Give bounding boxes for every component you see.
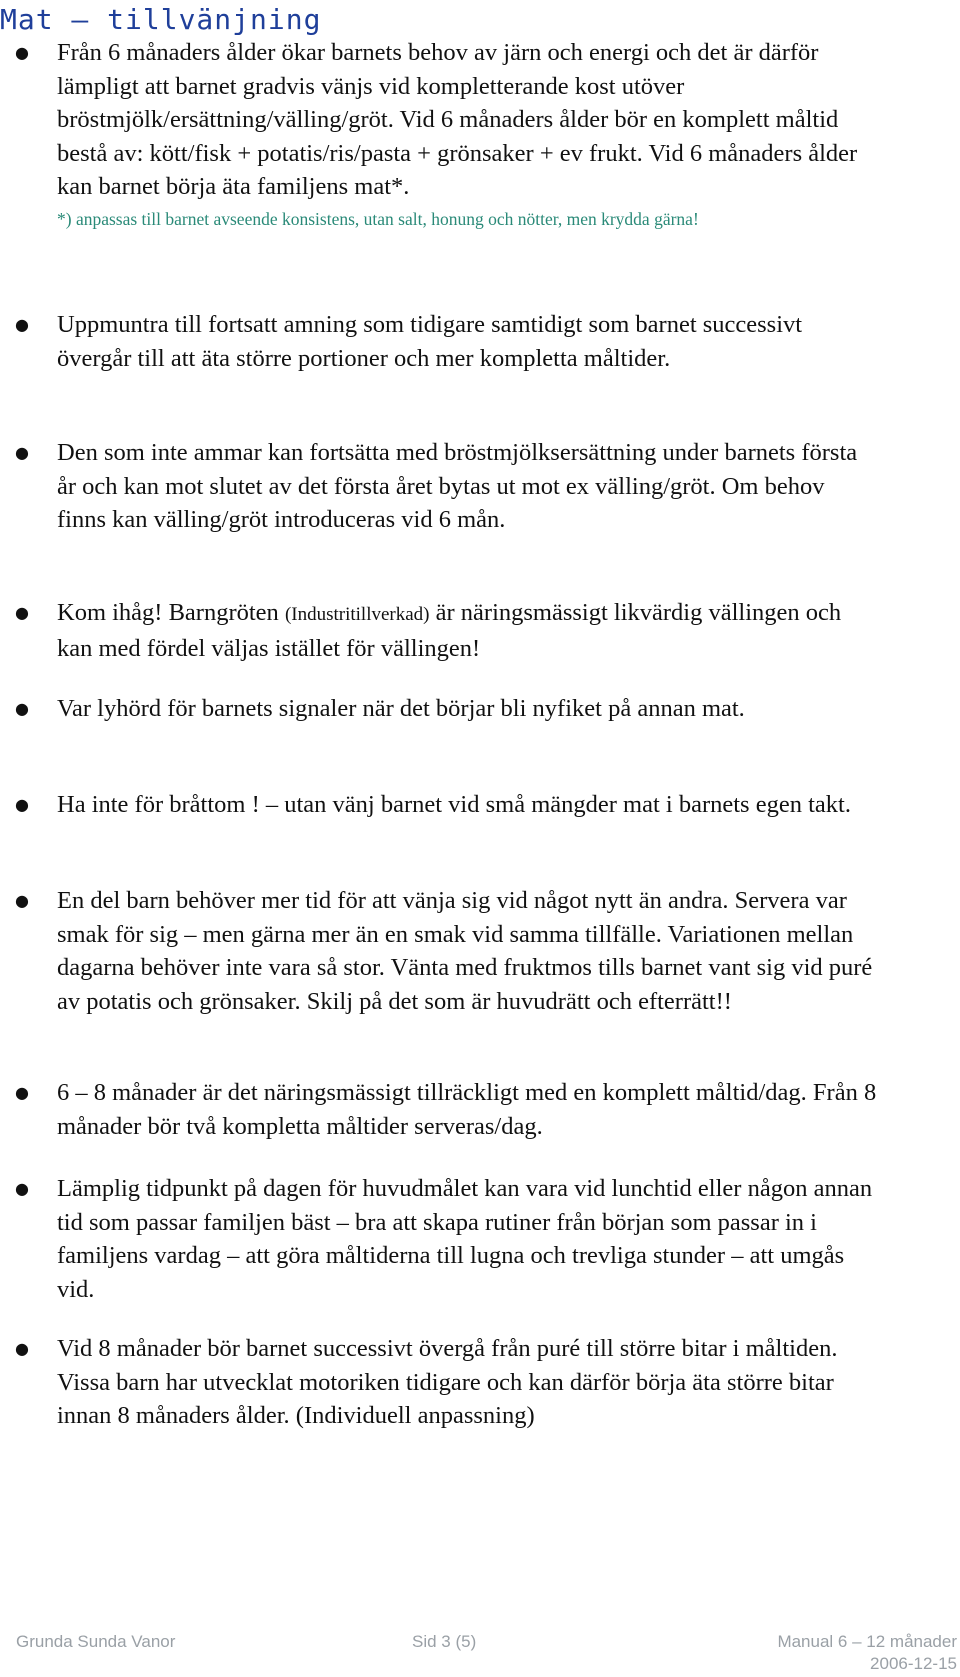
list-item: [15, 36, 877, 232]
list-item-text-end: är näringsmässigt likvärdig vällingen och kan med fördel väljas istället för vällingen!: [57, 599, 842, 662]
list-item: [15, 596, 877, 665]
footer-page-number: Sid 3 (5): [412, 1632, 477, 1651]
bullet-dot-icon: ●: [15, 699, 29, 718]
list-item-text: 6 – 8 månader är det näringsmässigt tillräckligt med en komplett måltid/dag. Från 8 månader bör två kompletta måltider serveras/dag.: [57, 1079, 877, 1140]
list-item: [15, 884, 877, 1018]
list-item: [15, 436, 877, 537]
footnote-text: *) anpassas till barnet avseende konsistens, utan salt, honung och nötter, men krydda gärna!: [57, 208, 699, 229]
bullet-dot-icon: ●: [15, 891, 29, 910]
list-item-text: Från 6 månaders ålder ökar barnets behov av järn och energi och det är därför lämpligt att barnet gradvis vänjs vid kompletterande kost utöver bröstmjölk/ersättning/välling/gröt. Vid 6 månaders ålder bör en komplett måltid bestå av: kött/fisk + potatis/ris/pasta + grönsaker + ev frukt. Vid 6 månaders ålder kan barnet börja äta familjens mat*.: [57, 39, 858, 201]
list-item-text-start: Kom ihåg! Barngröten: [57, 599, 279, 626]
list-item-text: En del barn behöver mer tid för att vänja sig vid något nytt än andra. Servera var smak för sig – men gärna mer än en smak vid samma tillfälle. Variationen mellan dagarna behöver inte vara så stor. Vänta med fruktmos tills barnet vant sig vid puré av potatis och grönsaker. Skilj på det som är huvudrätt och efterrätt!!: [57, 887, 873, 1015]
list-item-text: Ha inte för bråttom ! – utan vänj barnet vid små mängder mat i barnets egen takt.: [57, 791, 851, 818]
bullet-dot-icon: ●: [15, 1179, 29, 1198]
bullet-dot-icon: ●: [15, 795, 29, 814]
bullet-dot-icon: ●: [15, 43, 29, 62]
bullet-dot-icon: ●: [15, 443, 29, 462]
footer-left: Grunda Sunda Vanor: [16, 1632, 176, 1651]
list-item-text: Lämplig tidpunkt på dagen för huvudmålet kan vara vid lunchtid eller någon annan tid som passar familjen bäst – bra att skapa rutiner från början som passar in i familjens vardag – att göra måltiderna till lugna och trevliga stunder – att umgås vid.: [57, 1175, 873, 1303]
bullet-dot-icon: ●: [15, 1339, 29, 1358]
bullet-dot-icon: ●: [15, 315, 29, 334]
footer-date: 2006-12-15: [870, 1654, 957, 1673]
list-item-text: Var lyhörd för barnets signaler när det börjar bli nyfiket på annan mat.: [57, 695, 745, 722]
list-item: [15, 788, 877, 822]
list-item-text: Vid 8 månader bör barnet successivt övergå från puré till större bitar i måltiden. Vissa barn har utvecklat motoriken tidigare och kan därför börja äta större bitar innan 8 månaders ålder. (Individuell anpassning): [57, 1335, 838, 1430]
bullet-dot-icon: ●: [15, 1083, 29, 1102]
list-item: [15, 1076, 877, 1143]
list-item: [15, 1172, 877, 1306]
list-item: [15, 1332, 877, 1433]
list-item-text: Den som inte ammar kan fortsätta med bröstmjölksersättning under barnets första år och kan mot slutet av det första året bytas ut mot ex välling/gröt. Om behov finns kan välling/gröt introduceras vid 6 mån.: [57, 439, 858, 534]
list-item: [15, 308, 877, 375]
page-title: Mat – tillvänjning: [0, 3, 322, 36]
footer-right: Manual 6 – 12 månader: [777, 1632, 957, 1651]
list-item: [15, 692, 877, 726]
list-item-text: Uppmuntra till fortsatt amning som tidigare samtidigt som barnet successivt övergår till att äta större portioner och mer kompletta måltider.: [57, 311, 803, 372]
bullet-dot-icon: ●: [15, 603, 29, 622]
list-item-text-small: (Industritillverkad): [284, 604, 430, 625]
